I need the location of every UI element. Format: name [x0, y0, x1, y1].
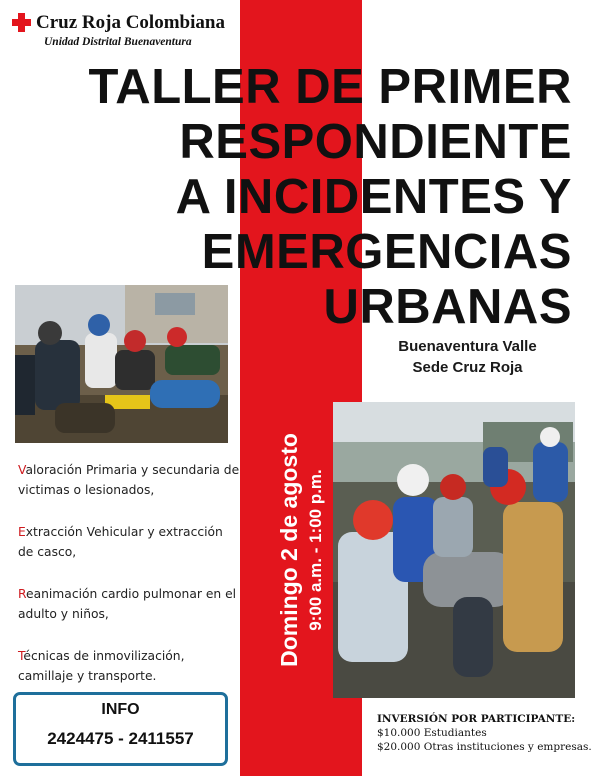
location-city: Buenaventura Valle	[398, 338, 537, 355]
topic-item	[18, 584, 240, 624]
price-students: $10.000 Estudiantes	[377, 727, 487, 739]
title-line: URBANAS	[323, 280, 572, 334]
investment-pricing	[377, 712, 597, 754]
title-line: TALLER DE PRIMER	[88, 60, 572, 114]
event-datetime	[240, 400, 362, 700]
organization-name: Cruz Roja Colombiana	[36, 12, 225, 33]
topic-item	[18, 522, 240, 562]
topic-initial: T	[18, 649, 24, 663]
topic-item	[18, 460, 240, 500]
topic-text: xtracción Vehicular y extracción de casco,	[18, 525, 223, 559]
red-cross-icon	[12, 13, 31, 32]
topic-initial: R	[18, 587, 26, 601]
rescue-training-photo	[15, 285, 228, 443]
event-time: 9:00 a.m. - 1:00 p.m.	[306, 469, 325, 631]
info-contact-box	[13, 692, 228, 766]
topic-initial: E	[18, 525, 26, 539]
event-date: Domingo 2 de agosto	[276, 433, 302, 667]
title-line: A INCIDENTES Y	[175, 170, 572, 224]
event-location	[380, 336, 555, 378]
topic-item	[18, 646, 240, 686]
topic-initial: V	[18, 463, 26, 477]
title-line: EMERGENCIAS	[201, 225, 572, 279]
workshop-topics	[18, 460, 240, 708]
topic-text: aloración Primaria y secundaria de victimas o lesionados,	[18, 463, 240, 497]
topic-text: eanimación cardio pulmonar en el adulto y niños,	[18, 587, 237, 621]
topic-text: écnicas de inmovilización, camillaje y transporte.	[18, 649, 185, 683]
info-title: INFO	[101, 701, 140, 718]
organization-unit: Unidad Distrital Buenaventura	[44, 36, 192, 48]
location-venue: Sede Cruz Roja	[412, 359, 523, 376]
price-institutions: $20.000 Otras instituciones y empresas.	[377, 741, 592, 753]
info-phone-numbers: 2424475 - 2411557	[47, 729, 194, 748]
extraction-exercise-photo	[333, 402, 575, 698]
title-line: RESPONDIENTE	[179, 115, 572, 169]
investment-title: INVERSIÓN POR PARTICIPANTE:	[377, 713, 576, 725]
